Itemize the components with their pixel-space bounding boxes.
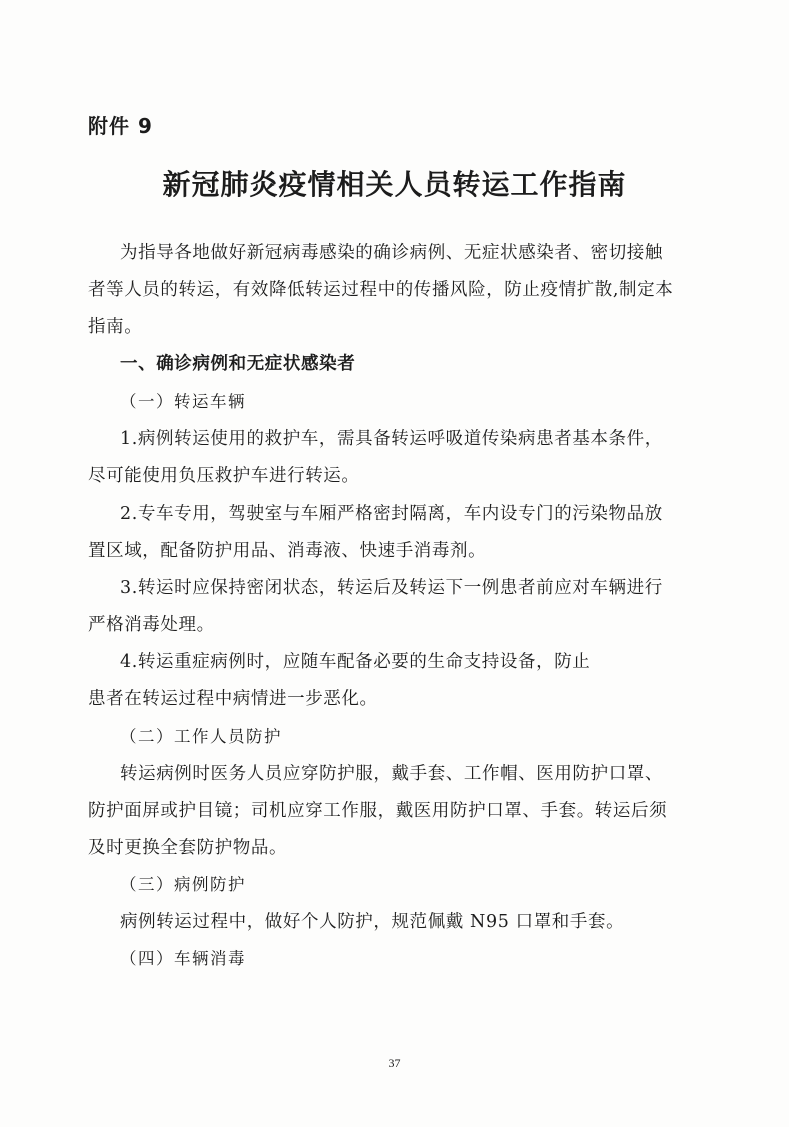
paragraph-line: 为指导各地做好新冠病毒感染的确诊病例、无症状感染者、密切接触 [120,243,663,263]
paragraph-line: 及时更换全套防护物品。 [88,838,288,858]
subsection-heading: （三）病例防护 [120,875,246,894]
paragraph-line: 患者在转运过程中病情进一步恶化。 [88,689,378,709]
paragraph-line: 1.病例转运使用的救护车，需具备转运呼吸道传染病患者基本条件， [120,429,663,449]
paragraph-line: 转运病例时医务人员应穿防护服，戴手套、工作帽、医用防护口罩、 [120,764,663,784]
section-heading: 一、确诊病例和无症状感染者 [120,354,356,374]
paragraph-line: 者等人员的转运，有效降低转运过程中的传播风险，防止疫情扩散,制定本 [88,280,674,300]
paragraph-line: 指南。 [88,317,143,337]
paragraph-line: 4.转运重症病例时，应随车配备必要的生命支持设备，防止 [120,652,591,672]
document-title: 新冠肺炎疫情相关人员转运工作指南 [162,168,627,201]
paragraph-line: 防护面屏或护目镜；司机应穿工作服，戴医用防护口罩、手套。转运后须 [88,801,668,821]
paragraph-line: 置区域，配备防护用品、消毒液、快速手消毒剂。 [88,541,487,561]
subsection-heading: （一）转运车辆 [120,392,246,411]
paragraph-line: 病例转运过程中，做好个人防护，规范佩戴 N95 口罩和手套。 [120,912,625,932]
attachment-label: 附件 9 [88,114,153,138]
paragraph-line: 尽可能使用负压救护车进行转运。 [88,466,360,486]
paragraph-line: 3.转运时应保持密闭状态，转运后及转运下一例患者前应对车辆进行 [120,578,663,598]
subsection-heading: （二）工作人员防护 [120,727,282,746]
page-number: 37 [388,1056,401,1070]
subsection-heading: （四）车辆消毒 [120,949,246,968]
paragraph-line: 严格消毒处理。 [88,615,215,635]
paragraph-line: 2.专车专用，驾驶室与车厢严格密封隔离，车内设专门的污染物品放 [120,504,663,524]
